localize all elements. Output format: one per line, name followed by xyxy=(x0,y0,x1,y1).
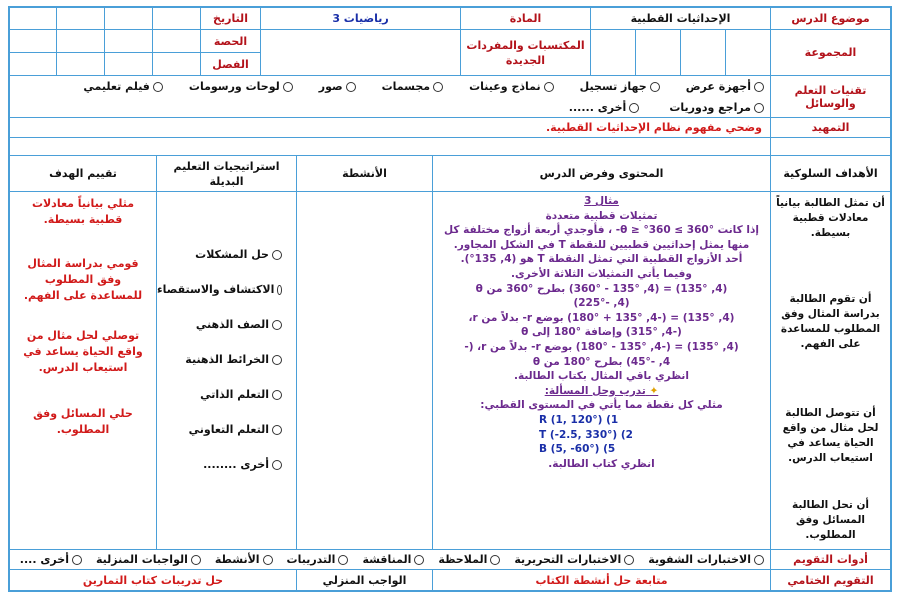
objectives-header: الأهداف السلوكية xyxy=(770,156,890,191)
vocab-value xyxy=(260,30,460,75)
content-line: (4, 135°) = (-4, 135° - 180°) بوضع r- بدلاً من r، (- xyxy=(464,340,739,353)
radio-icon[interactable] xyxy=(754,555,764,565)
homework-label: الواجب المنزلي xyxy=(296,570,432,590)
objective-item: أن تتوصل الطالبة لحل مثال من واقع الحياة يساعد في استيعاب الدرس. xyxy=(782,407,879,464)
tool-option[interactable]: جهاز تسجيل xyxy=(580,80,660,93)
content-line: (-4, 315°) وإضافة °180 إلى θ xyxy=(521,326,682,339)
evaluation-item: قومي بدراسة المثال وفق المطلوب للمساعدة على الفهم. xyxy=(23,257,143,302)
evaluation-item: توصلي لحل مثال من واقع الحياة يساعد في استيعاب الدرس. xyxy=(23,329,143,374)
radio-icon[interactable] xyxy=(72,555,82,565)
tool-option[interactable]: صور xyxy=(319,80,356,93)
tool-option[interactable]: مراجع ودوريات xyxy=(669,101,764,114)
assessment-row xyxy=(10,550,890,570)
content-line: انظري باقي المثال بكتاب الطالبة. xyxy=(514,370,689,383)
radio-icon[interactable] xyxy=(346,82,356,92)
tool-option[interactable]: لوحات ورسومات xyxy=(189,80,293,93)
radio-icon[interactable] xyxy=(754,103,764,113)
evaluation-column xyxy=(10,192,156,549)
radio-icon[interactable] xyxy=(433,82,443,92)
class-label: الفصل xyxy=(200,53,260,76)
strategy-option[interactable]: أخرى ........ xyxy=(157,458,282,471)
radio-icon[interactable] xyxy=(283,82,293,92)
tools-options-row2 xyxy=(10,97,770,118)
content-column xyxy=(432,192,770,549)
content-line: (4, 135°) = (-4, 135° + 180°) بوضع r- بدلاً من r، xyxy=(468,311,735,324)
content-line: وفيما يأتي التمثيلات الثلاثة الأخرى. xyxy=(511,267,692,280)
empty-cell xyxy=(725,30,770,75)
assessment-option[interactable]: الواجبات المنزلية xyxy=(96,553,201,566)
intro-row xyxy=(10,118,890,138)
intro-label: التمهيد xyxy=(770,118,890,137)
practice-intro: مثلي كل نقطة مما يأتي في المستوى القطبي: xyxy=(480,399,723,412)
assessment-options xyxy=(10,550,770,569)
tool-option[interactable]: أجهزة عرض xyxy=(686,80,764,93)
example-title: مثال 3 xyxy=(584,195,619,207)
empty-cell xyxy=(56,8,104,29)
main-body-row xyxy=(10,192,890,550)
radio-icon[interactable] xyxy=(624,555,634,565)
content-line: 4, -45°) بطرح °180 من θ xyxy=(532,355,671,368)
empty-cell xyxy=(152,8,200,29)
radio-icon[interactable] xyxy=(272,355,282,365)
empty-cell xyxy=(635,30,680,75)
objectives-column xyxy=(770,192,890,549)
tool-option[interactable]: نماذج وعينات xyxy=(469,80,554,93)
content-footer: انظري كتاب الطالبة. xyxy=(548,457,655,470)
empty-cell xyxy=(590,30,635,75)
spacer-row xyxy=(10,138,890,156)
evaluation-item: حلي المسائل وفق المطلوب. xyxy=(33,407,133,436)
empty-cell xyxy=(104,30,152,75)
strategy-option[interactable]: الاكتشاف والاستقصاء xyxy=(157,283,282,296)
empty-cell xyxy=(56,30,104,75)
subject-value: رياضيات 3 xyxy=(260,8,460,29)
radio-icon[interactable] xyxy=(263,555,273,565)
empty-cell xyxy=(680,30,725,75)
radio-icon[interactable] xyxy=(272,425,282,435)
radio-icon[interactable] xyxy=(272,250,282,260)
final-row xyxy=(10,570,890,590)
objective-item: أن تقوم الطالبة بدراسة المثال وفق المطلوب للمساعدة على الفهم. xyxy=(780,293,881,350)
practice-title: ✦ تدرب وحل المسألة: xyxy=(544,384,659,397)
assessment-option[interactable]: الاختبارات الشفوية xyxy=(648,553,764,566)
topic-label: موضوع الدرس xyxy=(770,8,890,29)
vocab-label: المكتسبات والمفردات الجديدة xyxy=(460,30,590,75)
period-label: الحصة xyxy=(200,30,260,53)
radio-icon[interactable] xyxy=(754,82,764,92)
assessment-option[interactable]: الاختبارات التحريرية xyxy=(514,553,634,566)
content-line: إذا كانت °360 ≥ θ ≥ °360- ، فأوجدي أربعة أزواج مختلفة كل xyxy=(444,224,759,237)
header-row-2 xyxy=(10,30,890,76)
columns-header-row xyxy=(10,156,890,192)
header-row-1 xyxy=(10,8,890,30)
radio-icon[interactable] xyxy=(490,555,500,565)
content-line: (4, 135°) = (4, 135° - 360°) بطرح °360 من θ xyxy=(475,282,728,295)
assessment-option[interactable]: الأنشطة xyxy=(215,553,273,566)
empty-cell xyxy=(10,8,56,29)
topic-value: الإحداثيات القطبية xyxy=(590,8,770,29)
strategy-option[interactable]: الخرائط الذهنية xyxy=(157,353,282,366)
content-line: أحد الأزواج القطبية التي تمثل النقطة T هو (4, 135°). xyxy=(460,253,743,266)
objective-item: أن تمثل الطالبة بيانياً معادلات قطبية بسيطة. xyxy=(776,197,885,239)
book-activities: متابعة حل أنشطة الكتاب xyxy=(432,570,770,590)
assessment-option[interactable]: التدريبات xyxy=(287,553,349,566)
activities-column xyxy=(296,192,432,549)
radio-icon[interactable] xyxy=(191,555,201,565)
assessment-option[interactable]: المناقشة xyxy=(362,553,424,566)
empty-cell xyxy=(10,30,56,75)
content-line: منها يمثل إحداثيين قطبيين للنقطة T في الشكل المجاور. xyxy=(453,238,750,251)
tools-options-row1 xyxy=(10,76,770,97)
tool-option[interactable]: أخرى ...... xyxy=(569,101,640,114)
assessment-label: أدوات التقويم xyxy=(770,550,890,569)
evaluation-header: تقييم الهدف xyxy=(49,167,117,180)
assessment-option[interactable]: أخرى .... xyxy=(20,553,82,566)
tools-label: تقنيات التعلم والوسائل xyxy=(770,76,890,117)
star-icon: ✦ xyxy=(649,384,659,397)
evaluation-item: مثلي بيانياً معادلات قطبية بسيطة. xyxy=(31,197,135,226)
radio-icon[interactable] xyxy=(272,320,282,330)
tool-option[interactable]: فيلم تعليمي xyxy=(83,80,162,93)
strategies-header: استراتيجيات التعليم البديلة xyxy=(156,156,296,191)
empty-cell xyxy=(152,30,200,75)
tool-option[interactable]: مجسمات xyxy=(382,80,444,93)
final-label: التقويم الختامي xyxy=(770,570,890,590)
radio-icon[interactable] xyxy=(272,460,282,470)
empty-cell xyxy=(770,138,890,155)
practice-point: R (1, 120°) (1 xyxy=(539,413,619,426)
strategy-option[interactable]: التعلم التعاوني xyxy=(157,423,282,436)
homework-value: حل تدريبات كتاب التمارين xyxy=(82,573,224,587)
strategies-column xyxy=(156,192,296,549)
content-line: (4, -225°) xyxy=(573,297,630,310)
assessment-option[interactable]: الملاحظة xyxy=(438,553,500,566)
practice-point: B (5, -60°) (5 xyxy=(539,443,616,456)
group-label: المجموعة xyxy=(770,30,890,75)
activities-header: الأنشطة xyxy=(296,156,432,191)
radio-icon[interactable] xyxy=(650,82,660,92)
radio-icon[interactable] xyxy=(544,82,554,92)
example-subtitle: تمثيلات قطبية متعددة xyxy=(545,209,658,222)
radio-icon[interactable] xyxy=(277,285,282,295)
radio-icon[interactable] xyxy=(153,82,163,92)
content-header: المحتوى وفرض الدرس xyxy=(432,156,770,191)
radio-icon[interactable] xyxy=(414,555,424,565)
empty-cell xyxy=(104,8,152,29)
practice-point: T (-2.5, 330°) (2 xyxy=(539,428,633,441)
intro-text: وضحي مفهوم نظام الإحداثيات القطبية. xyxy=(545,121,762,134)
radio-icon[interactable] xyxy=(629,103,639,113)
radio-icon[interactable] xyxy=(338,555,348,565)
strategy-option[interactable]: التعلم الذاتي xyxy=(157,388,282,401)
strategy-option[interactable]: حل المشكلات xyxy=(157,248,282,261)
subject-label: المادة xyxy=(460,8,590,29)
radio-icon[interactable] xyxy=(272,390,282,400)
lesson-plan-sheet xyxy=(8,6,892,592)
tools-row xyxy=(10,76,890,118)
date-label: التاريخ xyxy=(200,8,260,29)
objective-item: أن تحل الطالبة المسائل وفق المطلوب. xyxy=(791,499,870,541)
strategy-option[interactable]: الصف الذهني xyxy=(157,318,282,331)
